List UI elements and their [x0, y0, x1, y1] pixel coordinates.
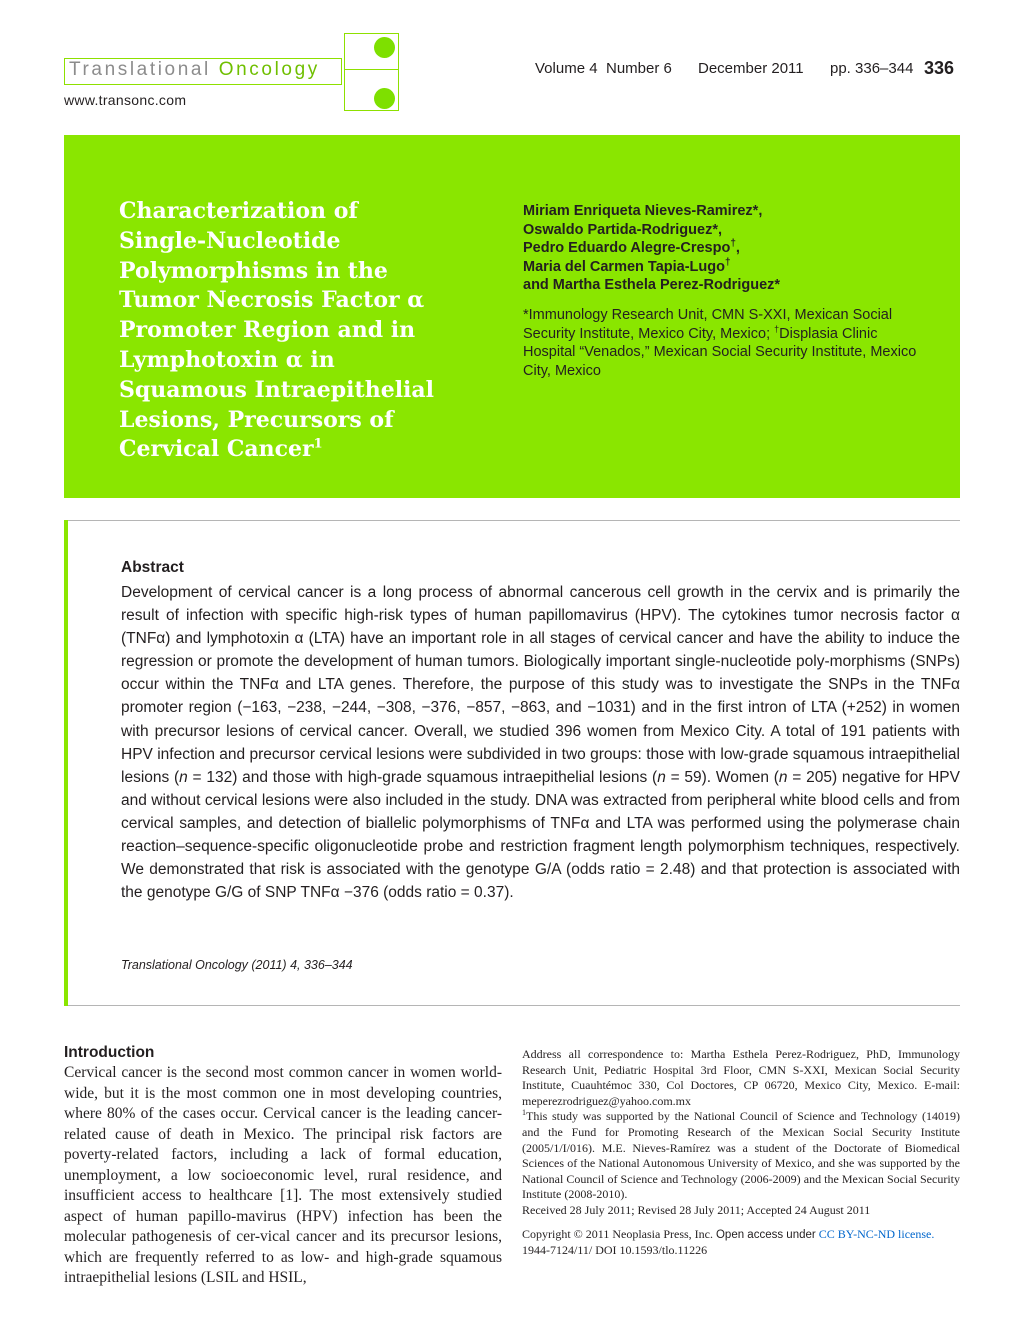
introduction-text: Cervical cancer is the second most common cancer in women world-wide, but it is the most common one in most developing countries, where 80% of the cases occur. Cervical cancer is the leading cancer-related cause of death in Mexico. The principal risk factors are poverty-related factors, including a lack of formal education, unemployment, a low socioeconomic level, rural residence, and insufficient access to healthcare [1]. The most extensively studied aspect of human papillo-mavirus (HPV) infection has been the molecular pathogenesis of cer-vical cancer and its precursor lesions, which are frequently referred to as low- and high-grade squamous intraepithelial lesions (LSIL and HSIL, — [64, 1064, 502, 1286]
copyright-line: Copyright © 2011 Neoplasia Press, Inc. Open access under CC BY-NC-ND license. — [522, 1226, 935, 1241]
issue-number: Number 6 — [606, 60, 672, 77]
funding-note: $^1$This study was supported by the National Council of Science and Technology (14019) and the Fund for Promoting Research of the Mexican Social Security Institute (2005/1/I/016). M.E. Nieves-Ramírez was a student of the Doctorate of Biomedical Sciences of the National Autonomous University of Mexico, and she was supported by the National Council of Science and Technology (2006-2009) and the Mexican Social Security Institute (2008-2010). — [522, 1108, 960, 1202]
received-dates: Received 28 July 2011; Revised 28 July 2011; Accepted 24 August 2011 — [522, 1202, 871, 1217]
logo-dot-icon — [374, 37, 395, 58]
abstract-bottom-rule — [68, 1005, 960, 1006]
volume: Volume 4 — [535, 60, 598, 77]
article-title — [119, 197, 449, 465]
abstract-text: Development of cervical cancer is a long process of abnormal cancerous cell growth in the cervix and is primarily the result of infection with specific high-risk types of human papillomavirus (HPV). The cytokines tumor necrosis factor α (TNFα) and lymphotoxin α (LTA) have an important role in all stages of cervical cancer and have the ability to induce the regression or promote the development of human tumors. Biologically important single-nucleotide poly-morphisms (SNPs) occur within the TNFα and LTA genes. Therefore, the purpose of this study was to investigate the SNPs in the TNFα promoter region (−163, −238, −244, −308, −376, −857, −863, and −1031) and in the first intron of LTA (+252) in women with precursor lesions of cervical cancer. Overall, we studied 396 women from Mexico City. A total of 191 patients with HPV infection and precursor cervical lesions were subdivided in two groups: those with low-grade squamous intraepithelial lesions (n = 132) and those with high-grade squamous intraepithelial lesions (n = 59). Women (n = 205) negative for HPV and without cervical lesions were also included in the study. DNA was extracted from peripheral white blood cells and from cervical samples, and detection of biallelic polymorphisms of TNFα and LTA was performed using the polymerase chain reaction–sequence-specific oligonucleotide probe and restriction fragment length polymorphism techniques, respectively. We demonstrated that risk is associated with the genotype G/A (odds ratio = 2.48) and that protection is associated with the genotype G/G of SNP TNFα −376 (odds ratio = 0.37). — [121, 584, 960, 902]
introduction-heading: Introduction — [64, 1044, 155, 1061]
license-link[interactable]: CC BY-NC-ND license. — [818, 1226, 935, 1241]
footnotes — [522, 1047, 960, 1259]
author-line: Oswaldo Partida-Rodriguez*, — [523, 221, 723, 238]
journal-name-word1: Translational — [69, 59, 211, 80]
author-line: Pedro Eduardo Alegre-Crespo†, — [523, 238, 740, 257]
page-number: 336 — [924, 58, 955, 78]
author-line: and Martha Esthela Perez-Rodriguez* — [523, 277, 781, 294]
author-line: Miriam Enriqueta Nieves-Ramirez*, — [523, 203, 763, 219]
issue-date: December 2011 — [698, 60, 804, 77]
author-line: Maria del Carmen Tapia-Lugo† — [523, 256, 731, 275]
journal-name-word2: Oncology — [218, 59, 320, 80]
affiliations: *Immunology Research Unit, CMN S-XXI, Mexican Social Security Institute, Mexico City, Mexico; †Displasia Clinic Hospital “Venados,” Mexican Social Security Institute, Mexico City, Mexico — [523, 307, 917, 379]
page-range: pp. 336–344 — [830, 60, 914, 77]
author-list — [523, 202, 943, 295]
abstract-accent-bar — [64, 520, 68, 1006]
logo-dot-icon — [374, 88, 395, 109]
title-footnote-marker[interactable]: 1 — [313, 437, 323, 453]
abstract-top-rule — [68, 520, 960, 521]
journal-citation: Translational Oncology (2011) 4, 336–344 — [121, 958, 353, 972]
correspondence-note: Address all correspondence to: Martha Esthela Perez-Rodriguez, PhD, Immunology Research Unit, Pediatric Hospital 3rd Floor, CMN S-XXI, Mexican Social Security Institute, Cuauhtémoc 330, Col Doctores, CP 06720, Mexico City, Mexico. E-mail: meperezrodriguez@yahoo.com.mx — [522, 1047, 960, 1108]
issn-doi: 1944-7124/11/ DOI 10.1593/tlo.11226 — [522, 1243, 708, 1258]
article-title-text: Characterization of Single-Nucleotide Polymorphisms in the Tumor Necrosis Factor α Promoter Region and in Lymphotoxin α in Squamous Intraepithelial Lesions, Precursors of Cervical Cancer — [119, 198, 435, 463]
journal-website-link[interactable]: www.transonc.com — [64, 92, 187, 108]
abstract-heading: Abstract — [121, 559, 184, 576]
journal-logo — [69, 59, 320, 81]
